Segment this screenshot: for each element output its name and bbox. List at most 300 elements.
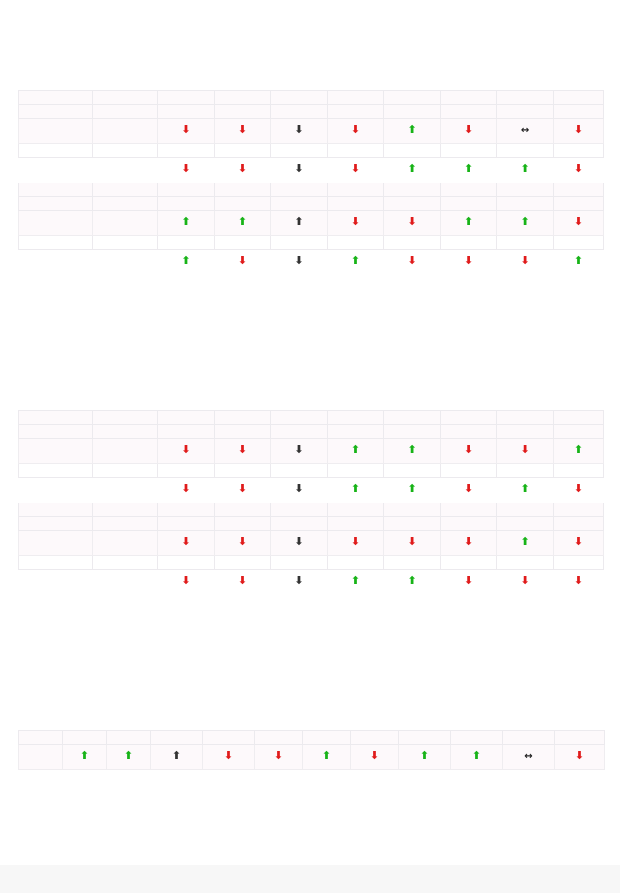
arrow-down-icon: ⬇ [573,535,584,548]
table-cell [92,411,157,425]
table-cell [553,556,603,570]
table-cell [151,745,203,770]
table-row [19,531,604,556]
arrow-up-icon: ⬆ [520,162,530,175]
table-cell [440,464,497,478]
arrow-up-icon: ⬆ [181,254,191,267]
table-cell [158,197,215,211]
table-cell [327,105,384,119]
table-cell [19,517,93,531]
table-cell [555,745,605,770]
table-cell [214,236,271,250]
arrow-down-icon: ⬇ [407,215,417,228]
table-cell [399,731,451,745]
table-cell [553,91,603,105]
table-cell [19,119,93,144]
table-cell [440,439,497,464]
table-cell [214,464,271,478]
table-cell [271,183,328,197]
table-cell [327,570,384,595]
table-cell [440,211,497,236]
page-bottom-strip [0,865,620,893]
table-cell [503,745,555,770]
block-2-table [18,410,604,595]
table-cell [327,556,384,570]
arrow-down-neutral-icon: ⬇ [294,162,304,175]
table-cell [214,570,271,595]
table-cell [440,411,497,425]
arrow-up-icon: ⬆ [123,749,134,762]
table-cell [384,439,441,464]
arrow-down-neutral-icon: ⬇ [294,535,304,548]
table-cell [92,556,157,570]
table-cell [440,517,497,531]
table-cell [214,211,271,236]
table-cell [214,439,271,464]
table-cell [92,517,157,531]
table-cell [327,517,384,531]
arrow-up-icon: ⬆ [181,215,191,228]
table-cell [553,517,603,531]
table-cell [92,211,157,236]
table-row [19,478,604,503]
arrow-up-icon: ⬆ [407,482,417,495]
table-cell [327,478,384,503]
table-row [19,236,604,250]
table-cell [19,425,93,439]
table-cell [553,425,603,439]
table-cell [384,425,441,439]
arrow-down-icon: ⬇ [237,254,248,267]
table-cell [92,478,157,503]
table-cell [271,503,328,517]
table-cell [158,556,215,570]
table-cell [327,197,384,211]
arrow-down-icon: ⬇ [350,215,361,228]
table-cell [497,105,554,119]
arrow-down-icon: ⬇ [181,482,191,495]
arrow-down-icon: ⬇ [573,162,584,175]
table-cell [497,183,554,197]
table-cell [384,556,441,570]
table-cell [271,211,328,236]
arrow-up-icon: ⬆ [350,443,361,456]
table-cell [384,236,441,250]
table-cell [327,119,384,144]
table-cell [158,158,215,183]
table-cell [107,731,151,745]
table-cell [351,731,399,745]
table-cell [440,503,497,517]
table-cell [271,570,328,595]
table-cell [158,119,215,144]
table-cell [271,425,328,439]
arrow-up-icon: ⬆ [573,443,584,456]
table-cell [351,745,399,770]
table-cell [255,745,303,770]
table-cell [63,731,107,745]
table-cell [440,425,497,439]
arrow-down-icon: ⬇ [573,574,584,587]
arrow-down-icon: ⬇ [407,254,417,267]
arrow-up-icon: ⬆ [407,162,417,175]
table-cell [303,731,351,745]
table-cell [19,503,93,517]
table-cell [203,731,255,745]
table-cell [19,105,93,119]
table-cell [553,236,603,250]
arrow-down-icon: ⬇ [463,574,474,587]
arrow-down-icon: ⬇ [573,215,584,228]
table-cell [503,731,555,745]
table-cell [214,197,271,211]
table-cell [92,464,157,478]
table-row [19,411,604,425]
table-cell [553,531,603,556]
table-row [19,158,604,183]
arrow-up-icon: ⬆ [350,254,361,267]
table-cell [440,105,497,119]
table-cell [440,144,497,158]
table-cell [158,250,215,275]
table-cell [271,197,328,211]
table-cell [158,439,215,464]
table-cell [384,503,441,517]
arrow-up-icon: ⬆ [350,574,361,587]
arrow-up-neutral-icon: ⬆ [171,749,182,762]
table-cell [271,250,328,275]
arrow-down-icon: ⬇ [463,443,474,456]
table-cell [384,570,441,595]
table-cell [214,119,271,144]
table-cell [384,211,441,236]
table-cell [158,91,215,105]
arrow-down-icon: ⬇ [237,162,248,175]
table-cell [19,731,63,745]
table-cell [497,411,554,425]
arrow-down-neutral-icon: ⬇ [294,574,304,587]
table-row [19,517,604,531]
table-cell [158,570,215,595]
table-cell [327,158,384,183]
table-cell [497,517,554,531]
table-cell [214,531,271,556]
table-cell [303,745,351,770]
table-cell [327,183,384,197]
arrow-up-icon: ⬆ [520,535,530,548]
table-cell [271,119,328,144]
table-cell [271,411,328,425]
arrow-down-icon: ⬇ [181,123,191,136]
arrow-flat-icon: ↔ [520,125,530,136]
arrow-down-neutral-icon: ⬇ [294,482,304,495]
table-cell [214,105,271,119]
table-cell [327,439,384,464]
table-cell [384,158,441,183]
arrow-down-neutral-icon: ⬇ [294,123,304,136]
arrow-down-icon: ⬇ [237,123,248,136]
table-cell [497,464,554,478]
table-cell [384,531,441,556]
table-cell [327,236,384,250]
table-cell [451,745,503,770]
table-cell [92,105,157,119]
table-cell [327,464,384,478]
arrow-down-icon: ⬇ [520,254,530,267]
table-cell [151,731,203,745]
table-cell [92,197,157,211]
table-row [19,250,604,275]
table-cell [497,91,554,105]
table-cell [440,183,497,197]
table-cell [384,478,441,503]
table-cell [497,503,554,517]
table-cell [158,144,215,158]
table-cell [107,745,151,770]
arrow-down-icon: ⬇ [350,535,361,548]
table-cell [384,144,441,158]
block-3 [18,730,604,770]
table-cell [158,211,215,236]
table-cell [92,503,157,517]
table-cell [271,236,328,250]
table-cell [203,745,255,770]
arrow-up-icon: ⬆ [573,254,584,267]
table-cell [553,158,603,183]
arrow-up-icon: ⬆ [463,215,474,228]
arrow-down-icon: ⬇ [407,535,417,548]
table-cell [19,464,93,478]
table-cell [384,197,441,211]
table-cell [92,119,157,144]
arrow-up-icon: ⬆ [463,162,474,175]
arrow-up-icon: ⬆ [520,482,530,495]
table-cell [327,144,384,158]
table-cell [440,556,497,570]
arrow-down-icon: ⬇ [463,254,474,267]
table-cell [327,503,384,517]
table-cell [92,158,157,183]
arrow-down-icon: ⬇ [463,123,474,136]
table-cell [384,464,441,478]
table-row [19,91,604,105]
table-row [19,105,604,119]
table-cell [327,531,384,556]
table-cell [214,91,271,105]
table-cell [497,197,554,211]
table-cell [553,439,603,464]
arrow-up-icon: ⬆ [321,749,332,762]
table-cell [440,478,497,503]
table-row [19,570,604,595]
arrow-down-icon: ⬇ [463,482,474,495]
table-cell [92,250,157,275]
arrow-down-icon: ⬇ [520,574,530,587]
table-cell [19,144,93,158]
table-cell [451,731,503,745]
table-cell [19,411,93,425]
table-cell [497,439,554,464]
table-cell [497,119,554,144]
table-row [19,144,604,158]
table-cell [158,183,215,197]
arrow-down-icon: ⬇ [237,443,248,456]
table-cell [497,556,554,570]
arrow-down-icon: ⬇ [573,123,584,136]
table-cell [158,478,215,503]
table-cell [553,411,603,425]
table-cell [158,464,215,478]
arrow-down-icon: ⬇ [181,443,191,456]
table-cell [92,570,157,595]
arrow-down-icon: ⬇ [350,162,361,175]
block-2 [18,410,604,595]
table-cell [497,425,554,439]
table-cell [327,91,384,105]
table-cell [327,250,384,275]
arrow-down-icon: ⬇ [237,574,248,587]
table-cell [19,478,93,503]
table-cell [553,503,603,517]
arrow-down-icon: ⬇ [350,123,361,136]
table-cell [271,464,328,478]
arrow-down-icon: ⬇ [237,535,248,548]
table-row [19,731,605,745]
table-cell [440,531,497,556]
arrow-up-icon: ⬆ [419,749,430,762]
table-row [19,425,604,439]
table-cell [440,197,497,211]
table-cell [19,91,93,105]
table-cell [92,236,157,250]
table-cell [92,425,157,439]
table-cell [158,503,215,517]
table-cell [553,144,603,158]
arrow-down-icon: ⬇ [463,535,474,548]
table-cell [92,144,157,158]
table-cell [214,503,271,517]
table-cell [19,531,93,556]
table-cell [497,250,554,275]
table-cell [158,411,215,425]
table-row [19,439,604,464]
table-cell [19,745,63,770]
table-cell [255,731,303,745]
table-cell [19,439,93,464]
table-cell [440,119,497,144]
arrow-down-icon: ⬇ [237,482,248,495]
table-row [19,503,604,517]
table-cell [553,250,603,275]
arrow-down-icon: ⬇ [369,749,380,762]
table-cell [553,119,603,144]
arrow-down-icon: ⬇ [573,482,584,495]
table-cell [92,183,157,197]
arrow-down-icon: ⬇ [181,162,191,175]
table-cell [19,158,93,183]
table-cell [92,91,157,105]
table-cell [214,411,271,425]
table-cell [158,425,215,439]
table-cell [553,211,603,236]
table-cell [440,158,497,183]
table-cell [497,570,554,595]
table-cell [384,183,441,197]
table-cell [553,197,603,211]
table-row [19,197,604,211]
arrow-down-icon: ⬇ [520,443,530,456]
table-cell [158,105,215,119]
table-cell [271,105,328,119]
table-cell [271,439,328,464]
table-row [19,183,604,197]
table-cell [92,439,157,464]
arrow-up-icon: ⬆ [471,749,482,762]
table-cell [271,478,328,503]
arrow-down-icon: ⬇ [574,749,585,762]
table-cell [440,91,497,105]
arrow-down-icon: ⬇ [223,749,234,762]
arrow-up-icon: ⬆ [237,215,248,228]
block-1 [18,90,604,275]
table-row [19,211,604,236]
table-row [19,119,604,144]
table-cell [497,211,554,236]
table-cell [214,425,271,439]
table-cell [440,236,497,250]
table-cell [158,517,215,531]
table-cell [384,119,441,144]
table-cell [214,517,271,531]
table-cell [553,105,603,119]
table-cell [553,183,603,197]
arrow-flat-icon: ↔ [524,751,533,762]
table-cell [271,517,328,531]
table-cell [327,425,384,439]
table-cell [399,745,451,770]
table-cell [497,531,554,556]
table-cell [214,556,271,570]
table-cell [214,158,271,183]
table-cell [271,144,328,158]
table-cell [384,105,441,119]
table-cell [214,478,271,503]
table-cell [19,556,93,570]
table-cell [440,250,497,275]
table-cell [384,250,441,275]
table-cell [214,144,271,158]
table-cell [553,478,603,503]
table-cell [271,158,328,183]
arrow-up-icon: ⬆ [407,574,417,587]
table-cell [553,570,603,595]
table-row [19,464,604,478]
arrow-down-neutral-icon: ⬇ [294,443,304,456]
arrow-up-icon: ⬆ [350,482,361,495]
table-cell [158,236,215,250]
table-cell [497,478,554,503]
arrow-up-icon: ⬆ [520,215,530,228]
table-cell [271,531,328,556]
table-cell [19,250,93,275]
table-cell [19,183,93,197]
table-cell [19,197,93,211]
arrow-down-icon: ⬇ [273,749,284,762]
table-cell [214,183,271,197]
table-cell [271,91,328,105]
arrow-up-icon: ⬆ [407,123,417,136]
arrow-up-icon: ⬆ [79,749,90,762]
